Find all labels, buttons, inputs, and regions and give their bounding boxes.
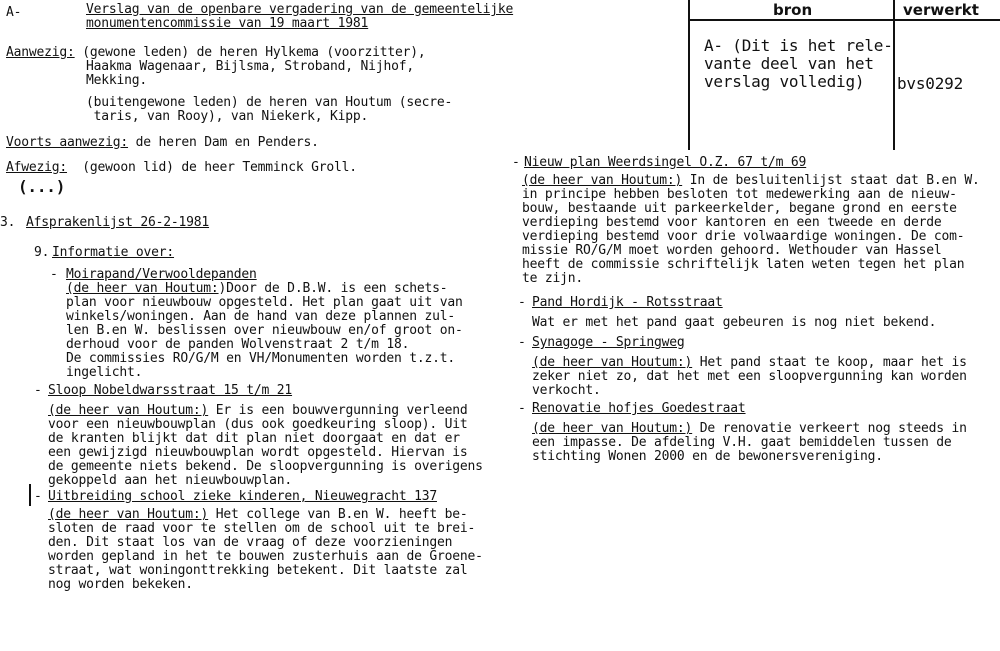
bullet-dash: -	[34, 489, 42, 504]
report-title-line-2: monumentencommissie van 19 maart 1981	[86, 16, 369, 31]
weerdsingel-line-2: in principe hebben besloten tot medewerking aan de nieuw-	[522, 187, 957, 202]
synagoge-line-2: zeker niet zo, dat het met een sloopvergunning kan worden	[532, 369, 967, 384]
synagoge-line-1: (de heer van Houtum:) Het pand staat te koop, maar het is	[532, 355, 967, 370]
speaker-label: (de heer van Houtum:	[66, 281, 219, 296]
column-header-bron: bron	[773, 1, 813, 19]
buitengewone-line-1: (buitengewone leden) de heren van Houtum (secre-	[86, 95, 453, 110]
moirapand-line-1: (de heer van Houtum:)Door de D.B.W. is een schets-	[66, 281, 448, 296]
moirapand-title: Moirapand/Verwooldepanden	[66, 267, 257, 282]
bron-cell: A- (Dit is het rele- vante deel van het verslag volledig)	[704, 36, 893, 91]
speaker-label: (de heer van Houtum:)	[522, 173, 683, 188]
report-title-line-1: Verslag van de openbare vergadering van de gemeentelijke	[86, 2, 514, 17]
synagoge-title: Synagoge - Springweg	[532, 335, 685, 350]
ellipsis-marker: (...)	[18, 177, 66, 196]
column-header-verwerkt: verwerkt	[903, 1, 979, 19]
item-number-3: 3.	[0, 215, 16, 230]
table-border-left	[688, 0, 690, 150]
item-number-9: 9.	[34, 245, 50, 260]
moirapand-line-5: derhoud voor de panden Wolvenstraat 2 t/m 18.	[66, 337, 410, 352]
renovatie-line-2: een impasse. De afdeling V.H. gaat bemiddelen tussen de	[532, 435, 952, 450]
bullet-dash: -	[512, 155, 520, 170]
moirapand-line-3: winkels/woningen. Aan de hand van deze plannen zul-	[66, 309, 455, 324]
uitbreiding-line-3: den. Dit staat los van de vraag of deze voorzieningen	[48, 535, 453, 550]
voorts-label: Voorts aanwezig:	[6, 135, 129, 150]
sloop-line-4: een gewijzigd nieuwbouwplan wordt opgesteld. Hiervan is	[48, 445, 468, 460]
weerdsingel-line-6: missie RO/G/M moet worden gehoord. Wethouder van Hassel	[522, 243, 942, 258]
afsprakenlijst-heading: Afsprakenlijst 26-2-1981	[26, 215, 210, 230]
weerdsingel-line-4: verdieping bestemd voor kantoren en een tweede en derde	[522, 215, 942, 230]
voorts-aanwezig-line: Voorts aanwezig: de heren Dam en Penders.	[6, 135, 319, 150]
moirapand-line-2: plan voor nieuwbouw opgesteld. Het plan gaat uit van	[66, 295, 463, 310]
uitbreiding-line-5: straat, wat woningonttrekking betekent. Dit laatste zal	[48, 563, 468, 578]
hordijk-text: Wat er met het pand gaat gebeuren is nog niet bekend.	[532, 315, 937, 330]
sloop-line-6: gekoppeld aan het nieuwbouwplan.	[48, 473, 293, 488]
renovatie-line-3: stichting Wonen 2000 en de bewonersvereniging.	[532, 449, 883, 464]
uitbreiding-line-2: sloten de raad voor te stellen om de school uit te brei-	[48, 521, 476, 536]
verwerkt-cell: bvs0292	[897, 74, 964, 93]
weerdsingel-title: Nieuw plan Weerdsingel O.Z. 67 t/m 69	[524, 155, 807, 170]
weerdsingel-line-3: bouw, bestaande uit parkeerkelder, begane grond en eerste	[522, 201, 957, 216]
uitbreiding-line-6: nog worden bekeken.	[48, 577, 193, 592]
sloop-line-3: de kranten blijkt dat dit plan niet doorgaat en dat er	[48, 431, 460, 446]
sloop-line-2: voor een nieuwbouwplan (dus ook goedkeuring sloop). Uit	[48, 417, 468, 432]
speaker-label: (de heer van Houtum:)	[48, 403, 209, 418]
weerdsingel-line-1: (de heer van Houtum:) In de besluitenlijst staat dat B.en W.	[522, 173, 980, 188]
bullet-dash: -	[34, 383, 42, 398]
weerdsingel-line-8: te zijn.	[522, 271, 584, 286]
synagoge-line-3: verkocht.	[532, 383, 601, 398]
sloop-line-1: (de heer van Houtum:) Er is een bouwvergunning verleend	[48, 403, 468, 418]
hordijk-title: Pand Hordijk - Rotsstraat	[532, 295, 723, 310]
weerdsingel-line-7: heeft de commissie schriftelijk laten weten tegen het plan	[522, 257, 965, 272]
weerdsingel-line-5: verdieping bestemd voor drie volwaardige woningen. De com-	[522, 229, 965, 244]
bullet-dash: -	[50, 267, 58, 282]
informatie-heading: Informatie over:	[52, 245, 175, 260]
aanwezig-label: Aanwezig:	[6, 45, 75, 60]
margin-bar	[29, 484, 31, 506]
buitengewone-line-2: taris, van Rooy), van Niekerk, Kipp.	[86, 109, 369, 124]
speaker-label: (de heer van Houtum:)	[532, 355, 693, 370]
section-marker-a: A-	[6, 5, 22, 20]
moirapand-line-4: len B.en W. beslissen over nieuwbouw en/of groot on-	[66, 323, 463, 338]
renovatie-line-1: (de heer van Houtum:) De renovatie verkeert nog steeds in	[532, 421, 967, 436]
aanwezig-line-1: Aanwezig: (gewone leden) de heren Hylkema (voorzitter),	[6, 45, 426, 60]
afwezig-label: Afwezig:	[6, 160, 68, 175]
uitbreiding-line-1: (de heer van Houtum:) Het college van B.en W. heeft be-	[48, 507, 468, 522]
table-header-divider	[688, 19, 1000, 21]
speaker-label: (de heer van Houtum:)	[532, 421, 693, 436]
moirapand-line-6: De commissies RO/G/M en VH/Monumenten worden t.z.t.	[66, 351, 455, 366]
uitbreiding-line-4: worden gepland in het te bouwen zusterhuis aan de Groene-	[48, 549, 483, 564]
table-border-middle	[893, 0, 895, 150]
aanwezig-line-2: Haakma Wagenaar, Bijlsma, Stroband, Nijhof,	[86, 59, 414, 74]
renovatie-title: Renovatie hofjes Goedestraat	[532, 401, 746, 416]
aanwezig-line-3: Mekking.	[86, 73, 148, 88]
sloop-line-5: de gemeente niets bekend. De sloopvergunning is overigens	[48, 459, 483, 474]
afwezig-line: Afwezig: (gewoon lid) de heer Temminck Groll.	[6, 160, 357, 175]
uitbreiding-title: Uitbreiding school zieke kinderen, Nieuwegracht 137	[48, 489, 437, 504]
sloop-title: Sloop Nobeldwarsstraat 15 t/m 21	[48, 383, 293, 398]
bullet-dash: -	[518, 295, 526, 310]
moirapand-line-7: ingelicht.	[66, 365, 143, 380]
bullet-dash: -	[518, 401, 526, 416]
speaker-label: (de heer van Houtum:)	[48, 507, 209, 522]
bullet-dash: -	[518, 335, 526, 350]
